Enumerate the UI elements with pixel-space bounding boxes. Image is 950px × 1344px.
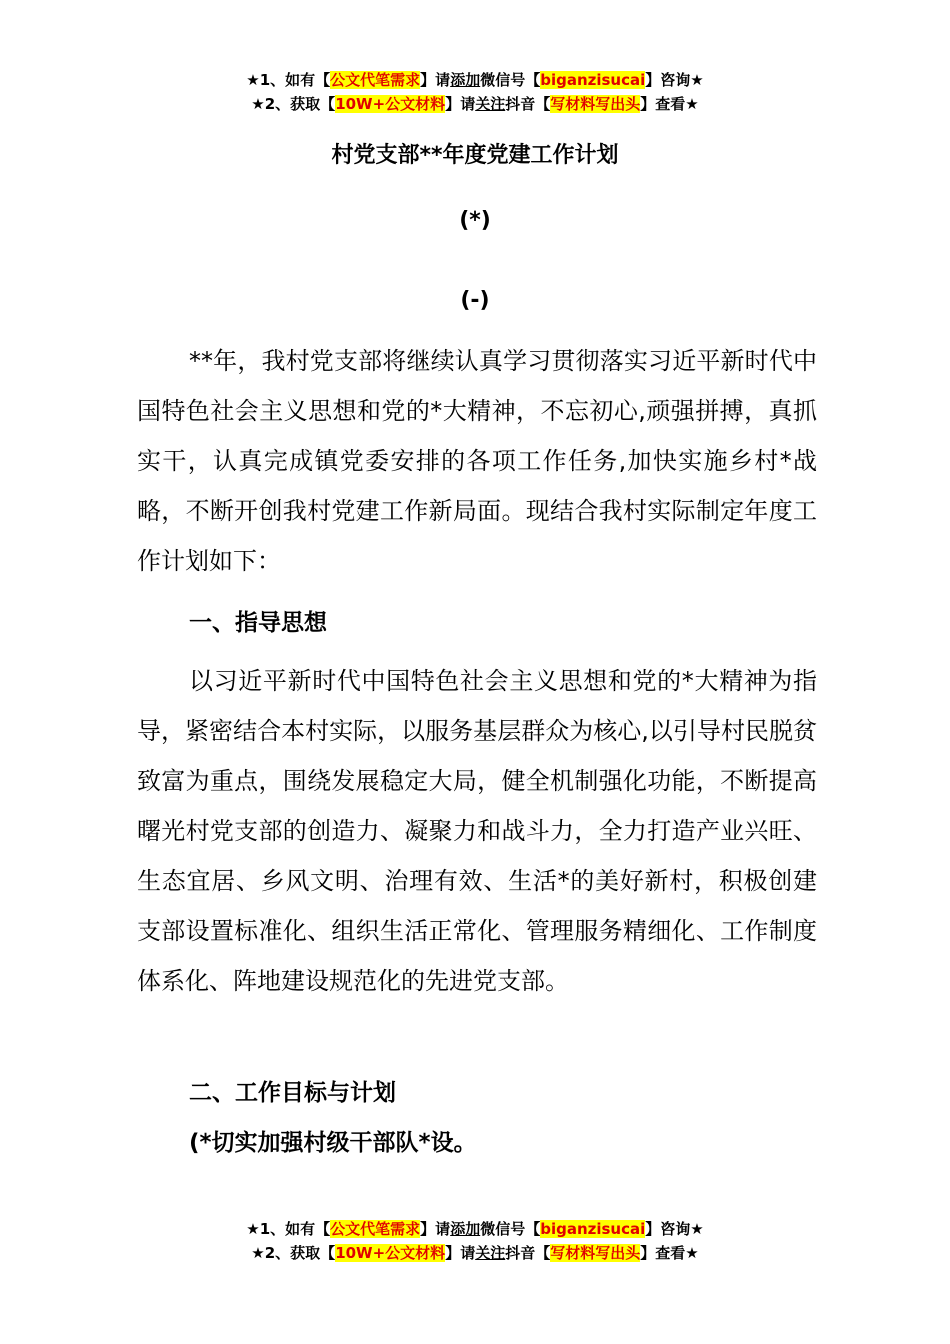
banner-text: 】请	[420, 1220, 451, 1238]
wechat-id: biganzisucai	[540, 71, 646, 89]
heading-goals-plans: 二、工作目标与计划	[189, 1080, 396, 1106]
banner-text: 】请	[445, 95, 476, 113]
underlined-text: 添加	[450, 71, 481, 89]
document-title: 村党支部**年度党建工作计划	[331, 143, 619, 168]
banner-text: ★2、获取【	[251, 95, 336, 113]
douyin-account: 写材料写出头	[550, 1244, 641, 1262]
banner-text: 抖音【	[505, 1244, 551, 1262]
banner-line-1	[0, 1217, 950, 1241]
banner-text: 微信号【	[480, 1220, 541, 1238]
intro-paragraph: **年，我村党支部将继续认真学习贯彻落实习近平新时代中国特色社会主义思想和党的*大精神，不忘初心,顽强拼搏，真抓实干，认真完成镇党委安排的各项工作任务,加快实施乡村*战略，不断开创我村党建工作新局面。现结合我村实际制定年度工作计划如下：	[137, 347, 817, 575]
banner-text: 】请	[420, 71, 451, 89]
highlight-materials: 10W+公文材料	[335, 95, 446, 113]
banner-line-2	[0, 92, 950, 116]
douyin-account: 写材料写出头	[550, 95, 641, 113]
highlight-service: 公文代笔需求	[330, 71, 421, 89]
wechat-id: biganzisucai	[540, 1220, 646, 1238]
banner-text: ★1、如有【	[246, 1220, 331, 1238]
section-marker-b: (-)	[460, 288, 490, 313]
banner-text: 】咨询★	[645, 1220, 704, 1238]
banner-text: 】咨询★	[645, 71, 704, 89]
section-marker-a: (*)	[459, 208, 491, 233]
heading-guiding-thought: 一、指导思想	[189, 610, 327, 636]
banner-line-1	[0, 68, 950, 92]
underlined-text: 关注	[475, 1244, 506, 1262]
footer-banner	[0, 1217, 950, 1265]
banner-text: 微信号【	[480, 71, 541, 89]
banner-text: ★2、获取【	[251, 1244, 336, 1262]
banner-text: 】查看★	[640, 95, 699, 113]
banner-line-2	[0, 1241, 950, 1265]
underlined-text: 关注	[475, 95, 506, 113]
guideline-paragraph: 以习近平新时代中国特色社会主义思想和党的*大精神为指导，紧密结合本村实际，以服务基层群众为核心,以引导村民脱贫致富为重点，围绕发展稳定大局，健全机制强化功能，不断提高曙光村党支部的创造力、凝聚力和战斗力，全力打造产业兴旺、生态宜居、乡风文明、治理有效、生活*的美好新村，积极创建支部设置标准化、组织生活正常化、管理服务精细化、工作制度体系化、阵地建设规范化的先进党支部。	[137, 667, 817, 995]
underlined-text: 添加	[450, 1220, 481, 1238]
banner-text: 】请	[445, 1244, 476, 1262]
banner-text: ★1、如有【	[246, 71, 331, 89]
highlight-service: 公文代笔需求	[330, 1220, 421, 1238]
header-banner	[0, 68, 950, 116]
banner-text: 抖音【	[505, 95, 551, 113]
banner-text: 】查看★	[640, 1244, 699, 1262]
subheading-cadre-team: (*切实加强村级干部队*设。	[189, 1130, 477, 1156]
highlight-materials: 10W+公文材料	[335, 1244, 446, 1262]
